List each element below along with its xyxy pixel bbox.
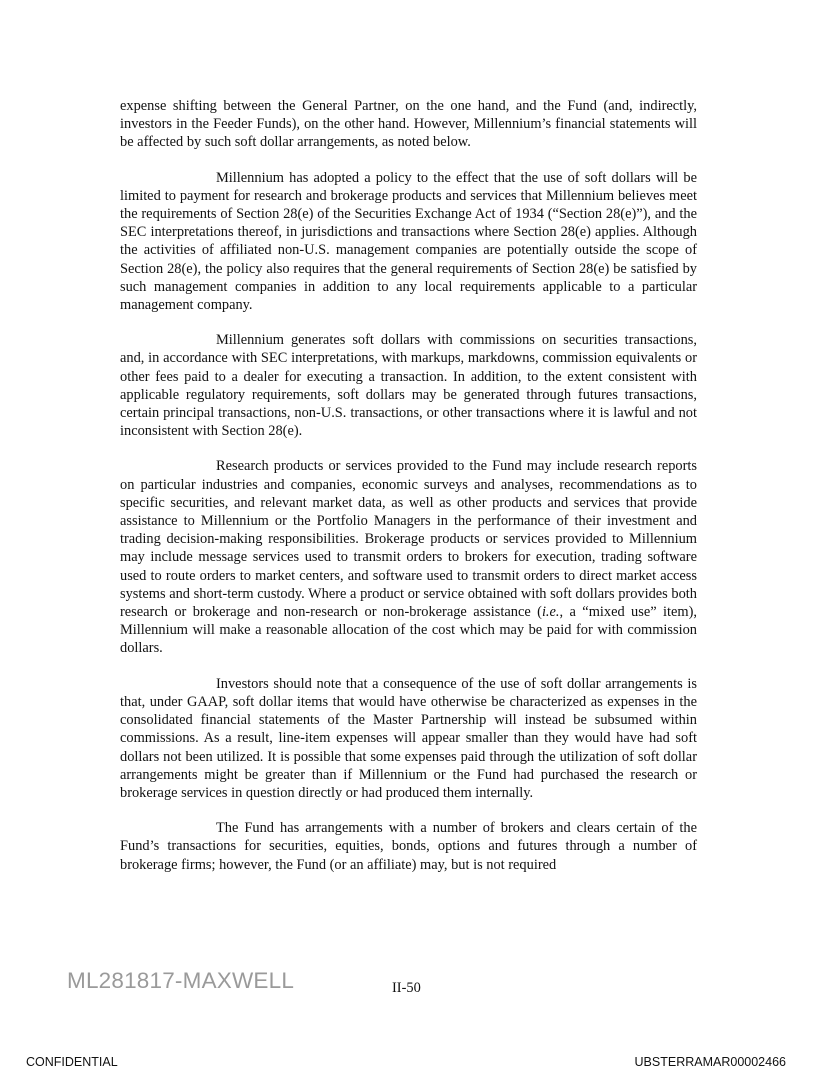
page-number: II-50: [392, 980, 421, 996]
paragraph-soft-dollar-generation: Millennium generates soft dollars with commissions on securities transactions, and, in accordance with SEC interpretations, with markups, markdowns, commission equivalents or other fees paid to a dealer for executing a transaction. In addition, to the extent consistent with applicable regulatory requirements, soft dollars may be generated through futures transactions, certain principal transactions, non-U.S. transactions, or other transactions where it is lawful and not inconsistent with Section 28(e).: [120, 332, 697, 440]
confidential-label: CONFIDENTIAL: [26, 1055, 118, 1069]
document-body: [120, 97, 697, 874]
bates-stamp: ML281817-MAXWELL: [67, 968, 295, 993]
paragraph-broker-arrangements: The Fund has arrangements with a number of brokers and clears certain of the Fund’s transactions for securities, equities, bonds, options and futures through a number of brokerage firms; however, the Fund (or an affiliate) may, but is not required: [120, 820, 697, 873]
paragraph-research-products: [120, 457, 697, 657]
bates-number: UBSTERRAMAR00002466: [634, 1055, 786, 1069]
research-text-italic: i.e.: [541, 604, 560, 621]
research-text-end: , a “mixed use” item), Millennium will make a reasonable allocation of the cost which may be paid for with commission dollars.: [120, 604, 697, 657]
paragraph-investor-note: Investors should note that a consequence of the use of soft dollar arrangements is that, under GAAP, soft dollar items that would have otherwise be characterized as expenses in the consolidated financial statements of the Master Partnership will instead be subsumed within commissions. As a result, line-item expenses will appear smaller than they would have had soft dollars not been utilized. It is possible that some expenses paid through the utilization of soft dollar arrangements might be greater than if Millennium or the Fund had purchased the research or brokerage services in question directly or had produced them internally.: [120, 675, 697, 801]
paragraph-expense-shifting: expense shifting between the General Partner, on the one hand, and the Fund (and, indirectly, investors in the Feeder Funds), on the other hand. However, Millennium’s financial statements will be affected by such soft dollar arrangements, as noted below.: [120, 98, 697, 151]
paragraph-soft-dollar-policy: Millennium has adopted a policy to the effect that the use of soft dollars will be limited to payment for research and brokerage products and services that Millennium believes meet the requirements of Section 28(e) of the Securities Exchange Act of 1934 (“Section 28(e)”), and the SEC interpretations thereof, in jurisdictions and transactions where Section 28(e) applies. Although the activities of affiliated non-U.S. management companies are potentially outside the scope of Section 28(e), the policy also requires that the general requirements of Section 28(e) be satisfied by such management companies in addition to any local requirements applicable to a particular management company.: [120, 169, 697, 314]
research-text-start: Research products or services provided to the Fund may include research reports on particular industries and companies, economic surveys and analyses, recommendations as to specific securities, and relevant market data, as well as other products and services that provide assistance to Millennium or the Portfolio Managers in the performance of their investment and trading decision-making responsibilities. Brokerage products or services provided to Millennium may include message services used to transmit orders to brokers for execution, trading software used to route orders to market centers, and software used to transmit orders to direct market access systems and short-term custody. Where a product or service obtained with soft dollars provides both research or brokerage and non-research or non-brokerage assistance (: [120, 458, 697, 621]
